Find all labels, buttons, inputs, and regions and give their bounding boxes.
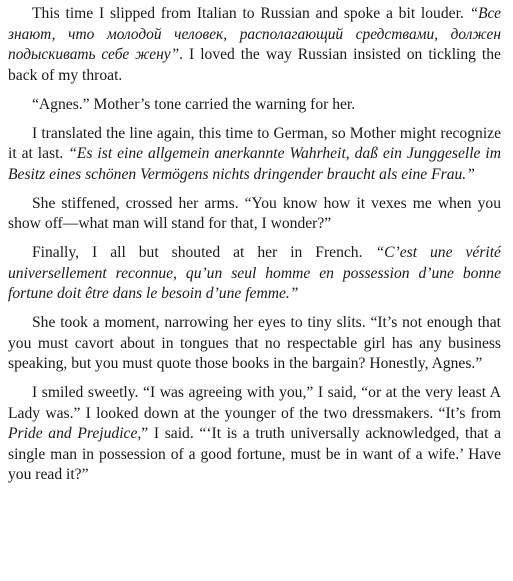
paragraph-1 xyxy=(8,4,501,86)
paragraph-6 xyxy=(8,313,501,375)
paragraph-2 xyxy=(8,95,501,116)
paragraph-4 xyxy=(8,194,501,235)
paragraph-7 xyxy=(8,383,501,486)
russian-quote: “Все знают, что молодой человек, располагающий средствами, должен подыскивать себе жену” xyxy=(8,5,501,63)
text-segment: “Agnes.” Mother’s tone carried the warning for her. xyxy=(32,95,356,113)
text-segment: Finally, I all but shouted at her in French. xyxy=(32,244,376,261)
german-quote: “Es ist eine allgemein anerkannte Wahrheit, daß ein Junggeselle im Besitz eines schönen Vermögens nichts dringender braucht als eine Frau.” xyxy=(8,145,501,183)
text-segment: She took a moment, narrowing her eyes to tiny slits. “It’s not enough that you must cavort about in tongues that no respectable girl has any business speaking, but you must quote those books in the bargain? Honestly, Agnes.” xyxy=(8,314,501,372)
book-title: Pride and Prejudice xyxy=(8,425,138,442)
text-segment: I translated the line again, this time to German, so Mother might recognize it at last. xyxy=(8,124,501,162)
text-segment: This time I slipped from Italian to Russian and spoke a bit louder. xyxy=(32,5,470,22)
text-segment: . I loved the way Russian insisted on tickling the back of my throat. xyxy=(8,46,501,84)
text-segment: I smiled sweetly. “I was agreeing with you,” I said, “or at the very least A Lady was.” I looked down at the younger of the two dressmakers. “It’s from xyxy=(8,384,501,422)
paragraph-3 xyxy=(8,124,501,186)
paragraph-5 xyxy=(8,243,501,305)
text-segment: ,” I said. “‘It is a truth universally acknowledged, that a single man in possession of a good fortune, must be in want of a wife.’ Have you read it?” xyxy=(8,425,502,483)
french-quote: “C’est une vérité universellement reconnue, qu’un seul homme en possession d’une bonne fortune doit être dans le besoin d’une femme.” xyxy=(8,244,501,302)
text-segment: She stiffened, crossed her arms. “You know how it vexes me when you show off—what man will stand for that, I wonder?” xyxy=(8,194,501,232)
